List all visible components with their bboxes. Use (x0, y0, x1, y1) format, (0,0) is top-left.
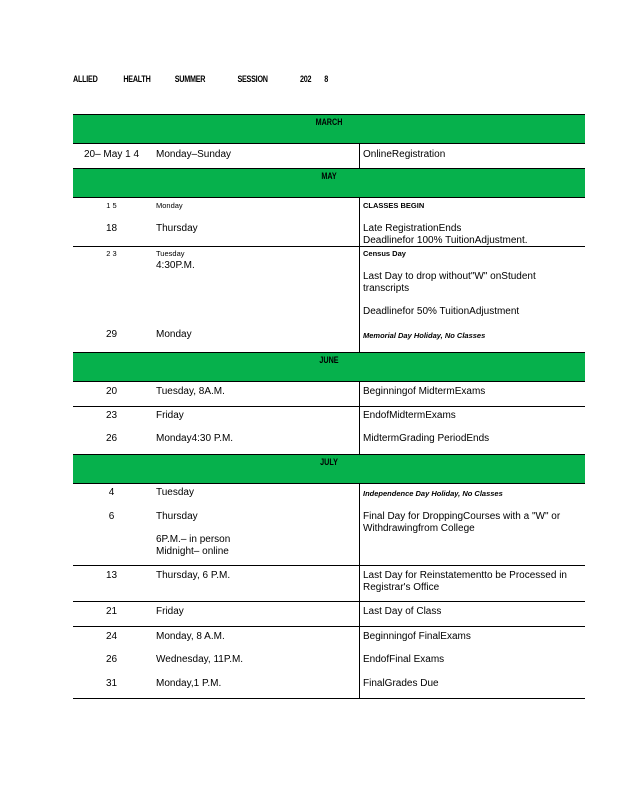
row-day: Friday (156, 410, 184, 421)
month-group-july-c (73, 601, 585, 626)
column-divider (359, 602, 360, 626)
month-group-july-b (73, 565, 585, 601)
row-event: EndofMidtermExams (363, 410, 456, 421)
row-event: OnlineRegistration (363, 149, 446, 160)
title-word: 202 (299, 74, 312, 84)
column-divider (359, 382, 360, 406)
row-event: Last Day for Reinstatementto be Processed in Registrar's Office (363, 570, 567, 593)
row-date: 1 5 (106, 201, 117, 210)
row-event: Memorial Day Holiday, No Classes (363, 331, 486, 340)
row-day: Thursday, 6 P.M. (156, 570, 231, 581)
month-header-march (73, 114, 585, 143)
month-label: JUNE (319, 355, 339, 365)
schedule-table (73, 114, 585, 699)
event-line: Deadlinefor 100% TuitionAdjustment. (363, 235, 528, 246)
row-event (363, 223, 581, 247)
row-date: 18 (105, 223, 118, 234)
row-day: Tuesday, 8A.M. (156, 386, 225, 397)
month-header-june (73, 352, 585, 381)
day-line: 6P.M.– in person (156, 534, 231, 545)
row-date: 26 (105, 433, 118, 444)
row-event: Beginningof MidtermExams (363, 386, 486, 397)
row-day (156, 248, 356, 272)
row-day: Monday (156, 201, 183, 210)
month-header-may (73, 168, 585, 197)
title-word: HEALTH (123, 74, 151, 84)
row-day: Thursday (156, 223, 198, 234)
row-date: 6 (108, 511, 115, 522)
month-group-march (73, 143, 585, 168)
column-divider (359, 566, 360, 601)
column-divider (359, 407, 360, 454)
day-line: Thursday (156, 511, 198, 522)
column-divider (359, 627, 360, 698)
title-word: ALLIED (73, 74, 98, 84)
row-event: Final Day for DroppingCourses with a "W" or Withdrawingfrom College (363, 511, 561, 534)
row-date: 21 (105, 606, 118, 617)
row-day (156, 511, 356, 558)
day-line: Tuesday (156, 249, 185, 258)
row-date: 13 (105, 570, 118, 581)
row-date: 31 (105, 678, 118, 689)
column-divider (359, 247, 360, 352)
row-date: 24 (105, 631, 118, 642)
row-day: Monday4:30 P.M. (156, 433, 234, 444)
row-event: Last Day of Class (363, 606, 442, 617)
month-label: MAY (321, 171, 337, 181)
row-day: Monday–Sunday (156, 149, 232, 160)
event-line: Last Day to drop without"W" onStudent transcripts (363, 271, 536, 294)
month-group-july-a (73, 483, 585, 565)
column-divider (359, 144, 360, 168)
column-divider (359, 198, 360, 246)
month-group-may-b (73, 246, 585, 352)
day-line: Midnight– online (156, 546, 229, 557)
title-word: SUMMER (174, 74, 206, 84)
event-line: Deadlinefor 50% TuitionAdjustment (363, 306, 520, 317)
month-group-may-a (73, 197, 585, 246)
row-day: Monday (156, 329, 192, 340)
month-group-june-a (73, 381, 585, 406)
row-date: 23 (105, 410, 118, 421)
row-event: Independence Day Holiday, No Classes (363, 489, 503, 498)
row-date: 29 (105, 329, 118, 340)
month-label: MARCH (315, 117, 343, 127)
event-line: Census Day (363, 249, 406, 258)
title-word: SESSION (237, 74, 268, 84)
month-label: JULY (320, 457, 338, 467)
row-event: CLASSES BEGIN (363, 201, 425, 210)
row-date: 26 (105, 654, 118, 665)
day-line: 4:30P.M. (156, 260, 195, 271)
row-day: Tuesday (156, 487, 194, 498)
row-date: 2 3 (106, 249, 117, 258)
month-group-july-d (73, 626, 585, 699)
row-event: Beginningof FinalExams (363, 631, 471, 642)
row-day: Monday, 8 A.M. (156, 631, 225, 642)
month-group-june-b (73, 406, 585, 454)
month-header-july (73, 454, 585, 483)
row-date: 20 (105, 386, 118, 397)
row-day: Monday,1 P.M. (156, 678, 222, 689)
row-event: EndofFinal Exams (363, 654, 445, 665)
row-event: MidtermGrading PeriodEnds (363, 433, 490, 444)
column-divider (359, 484, 360, 565)
row-day: Friday (156, 606, 184, 617)
title-word: 8 (324, 74, 328, 84)
row-event: FinalGrades Due (363, 678, 439, 689)
row-event (363, 248, 581, 318)
event-line: Late RegistrationEnds (363, 223, 462, 234)
page-title (73, 74, 328, 84)
row-date: 4 (108, 487, 115, 498)
row-day: Wednesday, 11P.M. (156, 654, 244, 665)
row-date: 20– May 1 4 (83, 149, 140, 160)
